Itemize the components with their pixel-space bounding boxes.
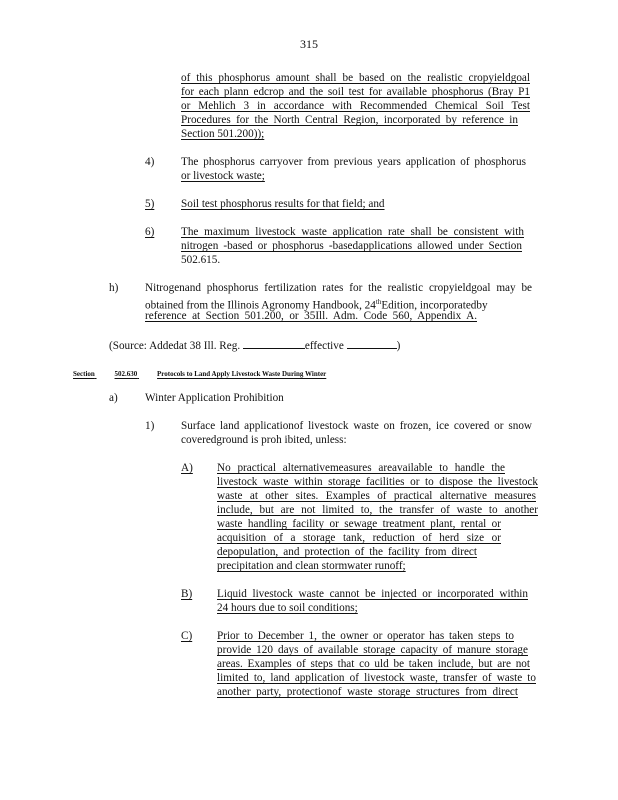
text-line: include, but are not limited to, the transfer of waste to another bbox=[217, 504, 538, 516]
text-line: Soil test phosphorus results for that field; and bbox=[181, 198, 385, 210]
subsection-title: Winter Application Prohibition bbox=[145, 392, 284, 404]
section-number: 502.630 bbox=[114, 370, 138, 378]
text-line: Prior to December 1, the owner or operator has taken steps to bbox=[217, 630, 514, 642]
text-line: The phosphorus carryover from previous years application of phosphorus bbox=[181, 156, 526, 168]
text-line: Section 501.200)); bbox=[181, 128, 265, 140]
text-fragment: obtained from the Illinois Agronomy Handbook, 24 bbox=[145, 299, 376, 312]
page-number: 315 bbox=[300, 37, 318, 51]
text-line: Procedures for the North Central Region, incorporated by reference in bbox=[181, 114, 518, 126]
text-line: limited to, land application of livestock waste, transfer of waste to bbox=[217, 672, 536, 684]
text-line: or livestock waste; bbox=[181, 170, 265, 182]
text-line: waste handling facility or sewage treatment plant, rental or bbox=[217, 518, 501, 530]
text-line: precipitation and clean stormwater runoff; bbox=[217, 560, 406, 572]
text-line: livestock waste within storage facilities or to dispose the livestock bbox=[217, 476, 538, 488]
list-marker: 1) bbox=[145, 420, 155, 432]
section-heading bbox=[73, 368, 453, 381]
source-note bbox=[109, 338, 400, 353]
text-line: Nitrogenand phosphorus fertilization rates for the realistic cropyieldgoal may be bbox=[145, 282, 532, 294]
list-marker: h) bbox=[109, 282, 119, 294]
list-marker: C) bbox=[181, 630, 193, 642]
text-line: for each plann edcrop and the soil test for available phosphorus (Bray P1 bbox=[181, 86, 530, 98]
text-line: The maximum livestock waste application rate shall be consistent with bbox=[181, 226, 524, 238]
list-marker: 5) bbox=[145, 198, 155, 210]
text-fragment: Edition, incorporatedby bbox=[381, 299, 488, 312]
list-marker: 4) bbox=[145, 156, 155, 168]
blank-line bbox=[243, 338, 305, 349]
text-line: nitrogen -based or phosphorus -basedapplications allowed under Section bbox=[181, 240, 522, 252]
text-line: No practical alternativemeasures areavailable to handle the bbox=[217, 462, 505, 474]
text-line: another party, protectionof waste storage structures from direct bbox=[217, 686, 518, 698]
list-marker: B) bbox=[181, 588, 193, 600]
blank-line bbox=[347, 338, 397, 349]
source-middle: effective bbox=[304, 340, 344, 352]
text-line: or Mehlich 3 in accordance with Recommended Chemical Soil Test bbox=[181, 100, 530, 112]
list-marker: a) bbox=[109, 392, 118, 404]
list-marker: 6) bbox=[145, 226, 155, 238]
list-marker: A) bbox=[181, 462, 193, 474]
section-label: Section bbox=[73, 370, 95, 378]
text-line: waste at other sites. Examples of practical alternative measures bbox=[217, 490, 536, 502]
text-line: 24 hours due to soil conditions; bbox=[217, 602, 358, 614]
text-line: Surface land applicationof livestock waste on frozen, ice covered or snow bbox=[181, 420, 532, 432]
text-line: Liquid livestock waste cannot be injected or incorporated within bbox=[217, 588, 528, 600]
text-line: provide 120 days of available storage capacity of manure storage bbox=[217, 644, 528, 656]
text-line: areas. Examples of steps that co uld be taken include, but are not bbox=[217, 658, 530, 670]
section-title: Protocols to Land Apply Livestock Waste During Winter bbox=[157, 370, 327, 378]
text-line: acquisition of a storage tank, reduction of herd size or bbox=[217, 532, 501, 544]
source-suffix: ) bbox=[396, 340, 401, 352]
source-prefix: (Source: Addedat 38 Ill. Reg. bbox=[109, 340, 241, 352]
text-line: depopulation, and protection of the facility from direct bbox=[217, 546, 477, 558]
text-line: reference at Section 501.200, or 35Ill. Adm. Code 560, Appendix A. bbox=[145, 310, 477, 322]
text-line: of this phosphorus amount shall be based on the realistic cropyieldgoal bbox=[181, 72, 530, 84]
superscript: th bbox=[375, 298, 382, 306]
text-line: 502.615. bbox=[181, 254, 221, 266]
text-line: coveredground is proh ibited, unless: bbox=[181, 434, 347, 446]
